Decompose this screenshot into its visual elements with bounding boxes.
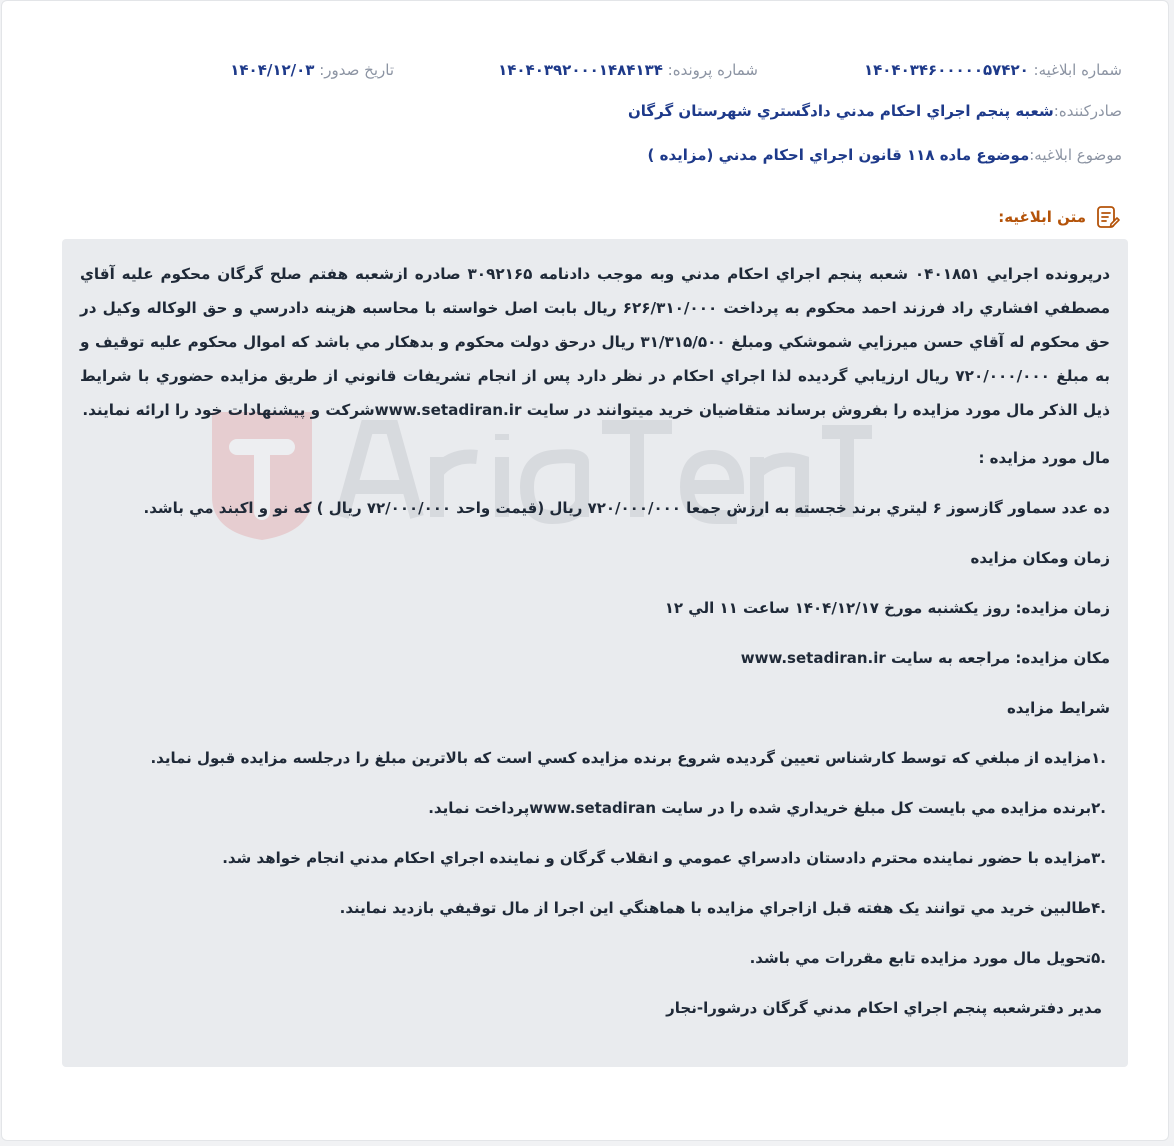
subject-row: [48, 145, 1122, 165]
condition-item: .۲برنده مزايده مي بايست کل مبلغ خريداري شده را در سايت www.setadiranپرداخت نمايد.: [428, 799, 1106, 817]
condition-item: .۳مزايده با حضور نماينده محترم دادستان دادسراي عمومي و انقلاب گرگان و نماينده اجراي احکام مدني انجام خواهد شد.: [222, 849, 1106, 867]
property-description: ده عدد سماور گازسوز ۶ ليتري برند خجسته به ارزش جمعا ۷۲۰/۰۰۰/۰۰۰ ريال (قيمت واحد ۷۲/۰۰۰/۰۰۰ ريال ) که نو و اکبند مي باشد.: [143, 499, 1110, 517]
document-edit-icon: [1094, 204, 1120, 230]
time-place-heading: زمان ومکان مزايده: [970, 549, 1110, 567]
notice-paragraph: درپرونده اجرايي ۰۴۰۱۸۵۱ شعبه پنجم اجراي احکام مدني وبه موجب دادنامه ۳۰۹۲۱۶۵ صادره ازشعبه هفتم صلح گرگان محکوم عليه آقاي مصطفي افشاري راد فرزند احمد محکوم به پرداخت ۶۲۶/۳۱۰/۰۰۰ ريال بابت اصل خواسته با محاسبه هزينه دادرسي و حق الوکاله وکيل در حق محکوم له آقاي حسن ميرزايي شموشکي ومبلغ ۳۱/۳۱۵/۵۰۰ ريال درحق دولت محکوم و بدهکار مي باشد که اموال محکوم عليه توقيف و به مبلغ ۷۲۰/۰۰۰/۰۰۰ ريال ارزيابي گرديده لذا اجراي احکام در نظر دارد پس از انجام تشريفات قانوني از طريق مزايده حضوري با شرايط ذيل الذکر مال مورد مزايده را بفروش برساند متقاضيان خريد ميتوانند در سايت www.setadiran.irشرکت و پيشنهادات خود را ارائه نمايند.: [80, 265, 1110, 419]
notice-text-heading-label: متن ابلاغيه:: [998, 208, 1086, 226]
condition-item: .۱مزايده از مبلغي که توسط کارشناس تعيين گرديده شروع برنده مزايده کسي است که بالاترين مبلغ را درجلسه مزايده قبول نمايد.: [150, 749, 1106, 767]
subject: موضوع ماده ۱۱۸ قانون اجراي احکام مدني (مزايده ): [647, 146, 1030, 164]
condition-item: .۴طالبين خريد مي توانند يک هفته قبل ازاجراي مزايده با هماهنگي اين اجرا از مال توقيفي بازديد نمايند.: [339, 899, 1106, 917]
notice-content: [80, 257, 1110, 1018]
property-heading: مال مورد مزايده :: [978, 449, 1110, 467]
notice-number-label: شماره ابلاغيه:: [1033, 61, 1122, 79]
subject-label: موضوع ابلاغيه:: [1029, 146, 1122, 164]
notice-text-heading: [998, 204, 1120, 230]
case-number-label: شماره پرونده:: [667, 61, 758, 79]
condition-item: .۵تحويل مال مورد مزايده تابع مقررات مي باشد.: [749, 949, 1106, 967]
notice-number-field: [864, 60, 1122, 80]
auction-time: زمان مزايده: روز يکشنبه مورخ ۱۴۰۴/۱۲/۱۷ ساعت ۱۱ الي ۱۲: [664, 599, 1110, 617]
notice-card: [1, 0, 1169, 1141]
notice-body: [62, 239, 1128, 1067]
auction-place: مکان مزايده: مراجعه به سايت www.setadiran.ir: [740, 649, 1110, 667]
conditions-heading: شرايط مزايده: [1006, 699, 1110, 717]
issuer-row: [48, 101, 1122, 121]
issue-date-label: تاريخ صدور:: [319, 61, 394, 79]
case-number-field: [498, 60, 758, 80]
notice-number: ۱۴۰۴۰۳۴۶۰۰۰۰۰۵۷۴۲۰: [863, 61, 1029, 79]
issue-date: ۱۴۰۴/۱۲/۰۳: [230, 61, 315, 79]
case-number: ۱۴۰۴۰۳۹۲۰۰۰۱۴۸۴۱۳۴: [498, 61, 663, 79]
signature: مدير دفترشعبه پنجم اجراي احکام مدني گرگان درشورا-نجار: [666, 999, 1102, 1017]
issue-date-field: [230, 60, 394, 80]
issuer: شعبه پنجم اجراي احکام مدني دادگستري شهرستان گرگان: [627, 102, 1054, 120]
issuer-label: صادرکننده:: [1053, 102, 1122, 120]
